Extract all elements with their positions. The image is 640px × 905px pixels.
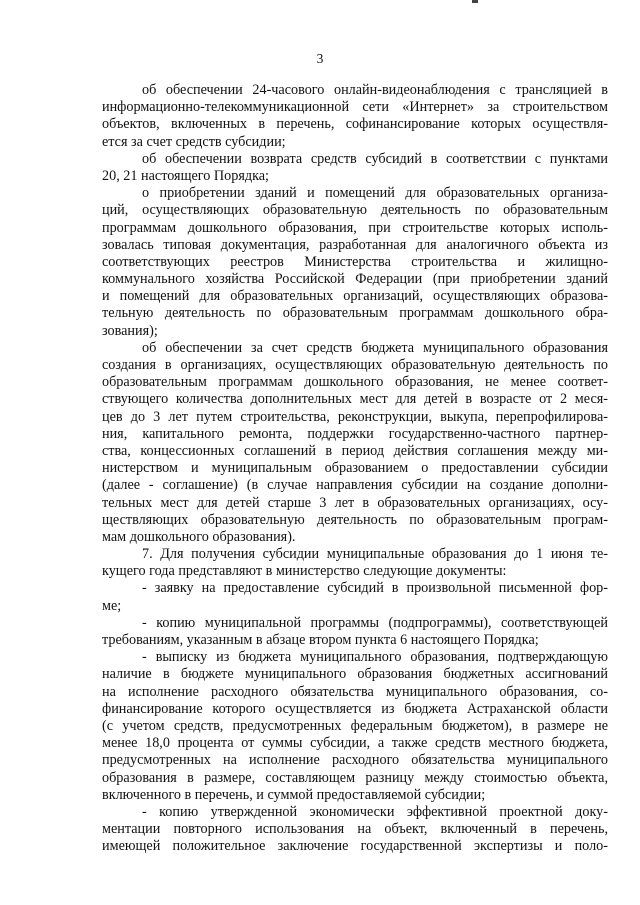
text-line: ния, капитального ремонта, поддержки государственно-частного партнер- [102,425,608,442]
text-line: ется за счет средств субсидии; [102,133,286,150]
text-line: ме; [102,597,122,614]
text-line: зовалась типовая документация, разработанная для аналогичного объекта из [102,236,608,253]
text-line: 20, 21 настоящего Порядка; [102,167,269,184]
text-line: цев до 3 лет путем строительства, реконструкции, выкупа, перепрофилирова- [102,408,608,425]
page-number: 3 [316,51,324,66]
text-line: зования); [102,322,158,339]
text-line: коммунального хозяйства Российской Федерации (при приобретении зданий [102,271,608,288]
text-line: имеющей положительное заключение государственной экспертизы и поло- [102,838,608,855]
text-line: ций, осуществляющих образовательную деятельность по образовательным [102,202,608,219]
text-line: нистерством и муниципальным образованием о предоставлении субсидии [102,460,608,477]
text-line: информационно-телекоммуникационной сети «Интернет» за строительством [102,99,608,116]
text-line: (далее - соглашение) (в случае направления субсидии на создание дополни- [102,477,608,494]
text-line: - заявку на предоставление субсидий в произвольной письменной фор- [142,580,608,597]
text-line: об обеспечении 24-часового онлайн-видеонаблюдения с трансляцией в [142,82,608,98]
text-line: программам дошкольного образования, при строительстве которых исполь- [102,219,608,236]
text-line: ментации повторного использования на объект, включенный в перечень, [102,821,608,838]
text-line: ществляющих образовательную деятельность по образовательным програм- [102,511,608,528]
text-line: мам дошкольного образования). [102,528,296,545]
text-line: соответствующих реестров Министерства строительства и жилищно- [102,253,608,270]
text-line: об обеспечении возврата средств субсидий в соответствии с пунктами [142,150,608,167]
text-line: финансирование которого осуществляется из бюджета Астраханской области [102,700,608,717]
text-line: наличие в бюджете муниципального образования бюджетных ассигнований [102,666,608,683]
text-line: кущего года представляют в министерство следующие документы: [102,563,507,580]
text-line: включенного в перечень, и суммой предоставляемой субсидии; [102,786,486,803]
document-body [102,82,608,855]
scan-artifact [472,0,478,3]
text-line: - копию муниципальной программы (подпрограммы), соответствующей [142,614,608,631]
text-line: о приобретении зданий и помещений для образовательных организа- [142,185,608,202]
text-line: образовательным программам дошкольного образования, не менее соответ- [102,374,608,391]
text-line: (с учетом средств, предусмотренных федеральным бюджетом), в размере не [102,717,608,734]
text-line: об обеспечении за счет средств бюджета муниципального образования [142,339,608,356]
text-line: 7. Для получения субсидии муниципальные образования до 1 июня те- [142,546,608,563]
text-line: менее 18,0 процента от суммы субсидии, а также средств местного бюджета, [102,735,608,752]
text-line: тельную деятельность по образовательным программам дошкольного обра- [102,305,608,322]
text-line: на исполнение расходного обязательства муниципального образования, со- [102,683,608,700]
text-line: и помещений для образовательных организаций, осуществляющих образова- [102,288,608,305]
text-line: тельных мест для детей старше 3 лет в образовательных организациях, осу- [102,494,608,511]
text-line: предусмотренных на исполнение расходного обязательства муниципального [102,752,608,769]
text-line: образования в размере, составляющем разницу между стоимостью объекта, [102,769,608,786]
text-line: - выписку из бюджета муниципального образования, подтверждающую [142,649,608,666]
text-line: ствующего количества дополнительных мест для детей в возрасте от 2 меся- [102,391,608,408]
text-line: - копию утвержденной экономически эффективной проектной доку- [142,803,608,820]
text-line: требованиям, указанным в абзаце втором пункта 6 настоящего Порядка; [102,632,539,648]
text-line: объектов, включенных в перечень, софинансирование которых осуществля- [102,116,608,133]
text-line: создания в организациях, осуществляющих образовательную деятельность по [102,357,608,373]
text-line: ства, концессионных соглашений в период действия соглашения между ми- [102,442,608,459]
